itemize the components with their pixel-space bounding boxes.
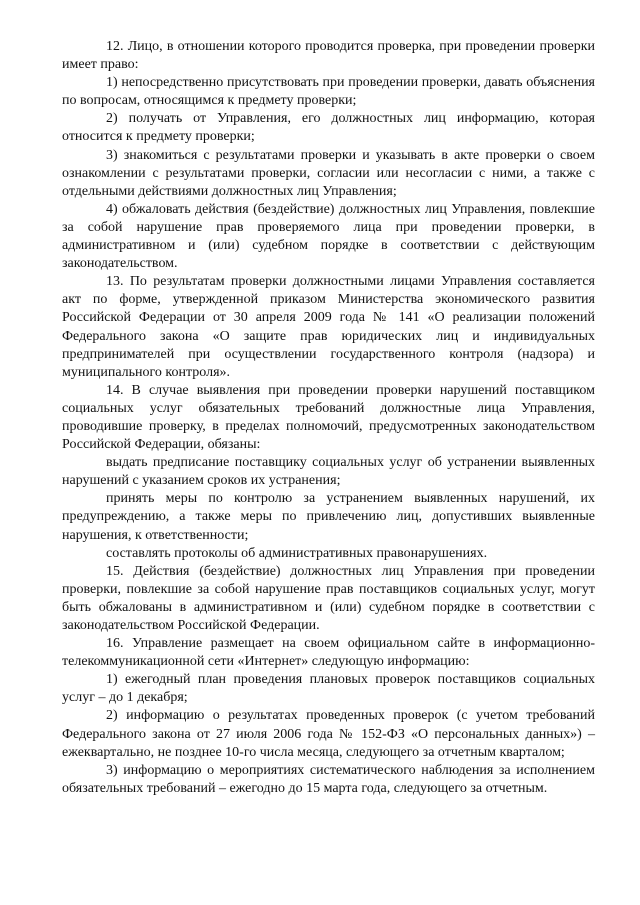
- paragraph-12-item-4: 4) обжаловать действия (бездействие) должностных лиц Управления, повлекшие за собой нарушение прав проверяемого лица при проведении проверки, в административном и (или) судебном порядке в соответствии с действующим законодательством.: [62, 201, 595, 272]
- paragraph-13: 13. По результатам проверки должностными лицами Управления составляется акт по форме, утвержденной приказом Министерства экономического развития Российской Федерации от 30 апреля 2009 года № 141 «О реализации положений Федерального закона «О защите прав юридических лиц и индивидуальных предпринимателей при осуществлении государственного контроля (надзора) и муниципального контроля».: [62, 274, 595, 380]
- paragraph-14-item-3: составлять протоколы об административных правонарушениях.: [106, 545, 488, 561]
- document-page: [62, 38, 595, 798]
- paragraph-14-item-1: выдать предписание поставщику социальных услуг об устранении выявленных нарушений с указанием сроков их устранения;: [62, 455, 595, 489]
- paragraph-14-item-2: принять меры по контролю за устранением выявленных нарушений, их предупреждению, а также меры по привлечению лиц, допустивших выявленные нарушения, к ответственности;: [62, 491, 595, 543]
- paragraph-12-item-1: 1) непосредственно присутствовать при проведении проверки, давать объяснения по вопросам, относящимся к предмету проверки;: [62, 75, 595, 109]
- paragraph-16-item-1: 1) ежегодный план проведения плановых проверок поставщиков социальных услуг – до 1 декабря;: [62, 672, 595, 706]
- paragraph-15: 15. Действия (бездействие) должностных лиц Управления при проведении проверки, повлекшие за собой нарушение прав поставщиков социальных услуг, могут быть обжалованы в административном и (или) судебном порядке в соответствии с законодательством Российской Федерации.: [62, 563, 595, 633]
- paragraph-16-item-3: 3) информацию о мероприятиях систематического наблюдения за исполнением обязательных требований – ежегодно до 15 марта года, следующего за отчетным.: [62, 762, 595, 796]
- paragraph-14-intro: 14. В случае выявления при проведении проверки нарушений поставщиком социальных услуг обязательных требований должностные лица Управления, проводившие проверку, в пределах полномочий, предусмотренных законодательством Российской Федерации, обязаны:: [62, 382, 595, 453]
- paragraph-16-intro: 16. Управление размещает на своем официальном сайте в информационно-телекоммуникационной сети «Интернет» следующую информацию:: [62, 636, 595, 670]
- paragraph-12-item-3: 3) знакомиться с результатами проверки и указывать в акте проверки о своем ознакомлении с результатами проверки, согласии или несогласии с ними, а также с отдельными действиями должностных лиц Управления;: [62, 147, 595, 199]
- paragraph-12-intro: 12. Лицо, в отношении которого проводится проверка, при проведении проверки имеет право:: [62, 39, 595, 73]
- paragraph-12-item-2: 2) получать от Управления, его должностных лиц информацию, которая относится к предмету проверки;: [62, 111, 595, 145]
- paragraph-16-item-2: 2) информацию о результатах проведенных проверок (с учетом требований Федерального закона от 27 июля 2006 года № 152-ФЗ «О персональных данных») – ежеквартально, не позднее 10-го числа месяца, следующего за отчетным кварталом;: [62, 708, 595, 760]
